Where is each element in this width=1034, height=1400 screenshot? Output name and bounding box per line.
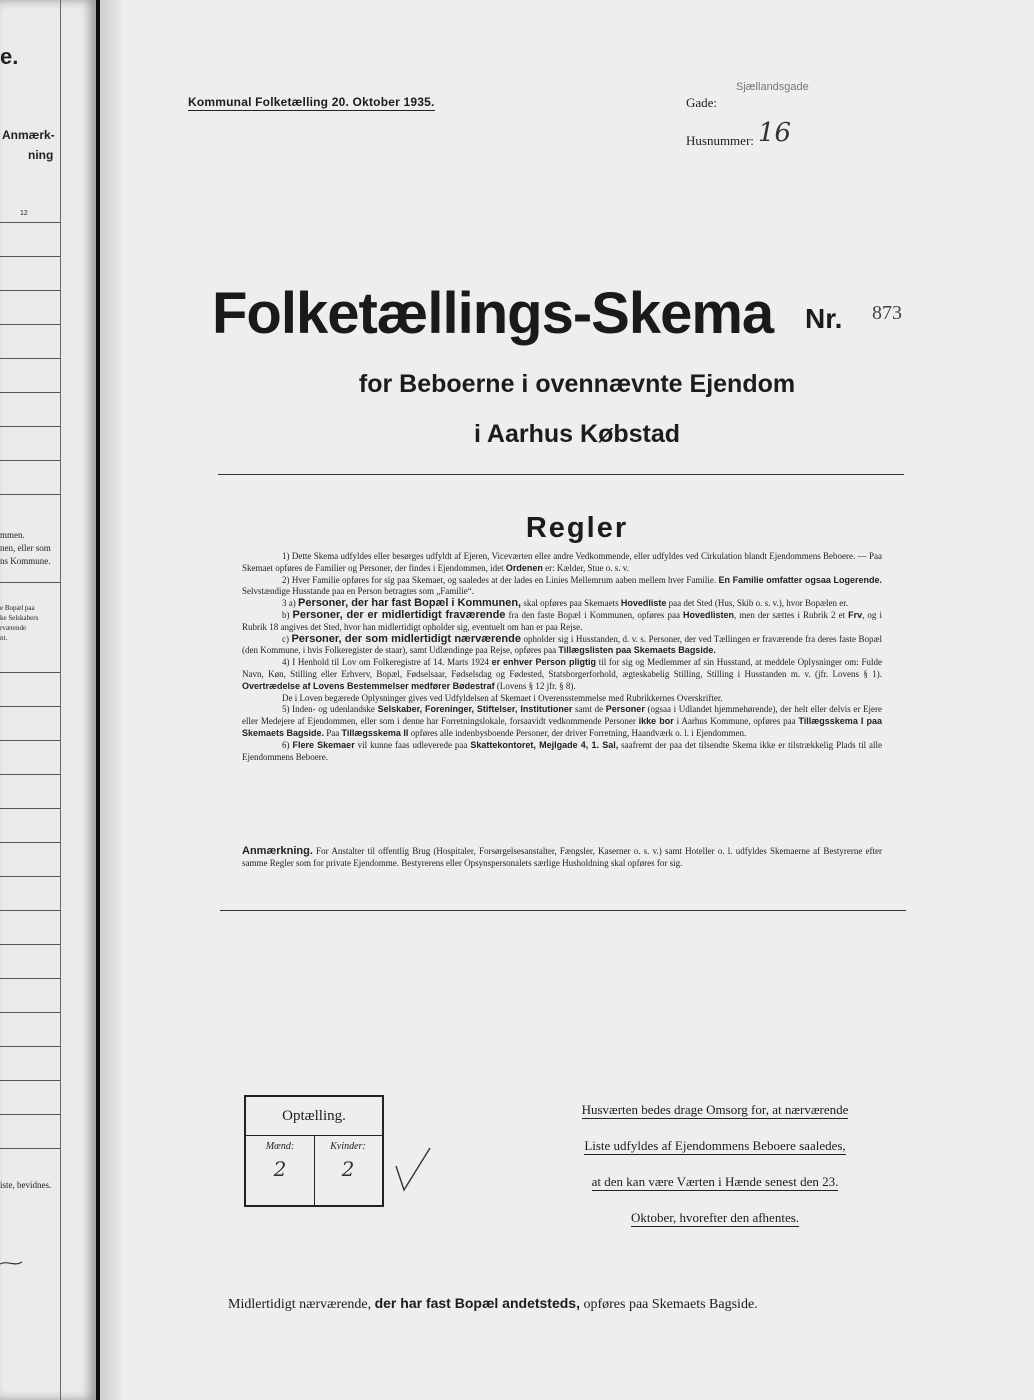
instruction-line-text: Liste udfyldes af Ejendommens Beboere saaledes, [584,1138,846,1153]
left-page-rule [0,672,60,673]
rule-6-bold2: Skattekontoret, Mejlgade 4, 1. Sal, [470,739,619,750]
rule-3c-bold2: Tillægslisten paa Skemaets Bagside. [558,645,716,656]
left-page-frag1-line: nen, eller som [0,543,51,553]
left-page-frag3: iste, bevidnes. [0,1180,52,1190]
husnummer-label: Husnummer: [686,133,754,148]
footer-note [228,1295,758,1313]
left-page-fragment [0,0,96,1400]
instruction-line-text: Oktober, hvorefter den afhentes. [630,1210,800,1225]
rule-3b-end: , og i Rubrik 18 angives det Sted, hvor han midlertidigt opholder sig, eventuelt om han er paa Rejse. [242,609,882,632]
left-page-rule [0,1012,60,1013]
census-form-page [100,0,1034,1400]
instruction-line-text: at den kan være Værten i Hænde senest den 23. [591,1174,839,1189]
rule-3b-mid2: , men der sættes i Rubrik 2 et [734,609,849,620]
rule-5 [242,704,882,739]
left-page-rule [0,740,60,741]
rules-text [242,551,882,763]
count-men-column [246,1135,315,1205]
left-page-frag1-line: mmen. [0,530,25,540]
rule-2 [242,575,882,599]
form-number-label: Nr. [805,303,843,334]
left-page-rule [0,460,60,461]
divider-bottom [220,910,906,911]
left-page-heading-line1: Anmærk- [2,128,55,142]
remark-paragraph [242,846,882,870]
count-men-label: Mænd: [265,1141,295,1152]
rule-4-bold: er enhver Person pligtig [491,657,596,668]
rule-1-end: er: Kælder, Stue o. s. v. [542,562,629,573]
count-women-value: 2 [341,1157,355,1181]
left-page-rule [0,392,60,393]
left-page-col-number: 12 [20,210,28,217]
rule-6 [242,740,882,764]
rule-6-end: saafremt der paa det tilsendte Skema ikke er tilstrækkelig Plads til alle Ejendommens Beboere. [242,739,883,762]
rules-heading: Regler [525,512,629,544]
footer-post: opføres paa Skemaets Bagside. [579,1297,758,1312]
gade-value: Sjællandsgade [736,81,809,93]
instruction-line [545,1102,885,1118]
rule-2-text: 2) Hver Familie opføres for sig paa Skemaet, og saaledes at der lades en Linies Mellemrum aaben mellem hver Familie. [282,574,719,585]
rule-5-mid2: (ogsaa i Udlandet hjemmehørende), der helt eller delvis er Ejere eller Medejere af Ejendommen, eller som i denne har Forretningslokale, forsaavidt vedkommende Personer [242,704,882,727]
left-page-rule [0,1114,60,1115]
footer-pre: Midlertidigt nærværende, [228,1297,375,1312]
left-page-column-line [60,0,61,1400]
left-page-rule [0,358,60,359]
count-women-column [314,1135,382,1205]
left-page-rule [0,222,60,223]
left-page-frag1-line: ns Kommune. [0,556,51,566]
rule-3a-mid: skal opføres paa Skemaets [521,598,621,609]
instruction-line [545,1174,885,1190]
rule-4-continued: De i Loven begærede Oplysninger gives ved Udfyldelsen af Skemaet i Overensstemmelse med Rubrikkernes Overskrifter. [282,692,723,703]
rule-3a-bold: Personer, der har fast Bopæl i Kommunen, [298,597,522,610]
left-page-frag2-line: nt. [0,634,8,642]
form-number-value: 873 [872,302,902,324]
rule-1-bold: Ordenen [505,562,543,573]
rule-4 [242,657,882,692]
rule-1 [242,551,882,575]
rule-4-text: 4) I Henhold til Lov om Folkeregistre af 14. Marts 1924 [282,657,492,668]
rule-3a-end: paa det Sted (Hus, Skib o. s. v.), hvor Bopælen er. [666,598,849,609]
rule-1-text: 1) Dette Skema udfyldes eller besørges udfyldt af Ejeren, Viceværten eller andre Vedkommende, eller udfyldes ved Cirkulation blandt Ejendommens Beboere. — Paa Skemaet opføres de Familier og Personer, der findes i Ejendommen, idet [242,551,882,573]
rule-5-bold2: Personer [605,704,645,715]
rule-5-mid3: i Aarhus Kommune, opføres paa [673,716,799,727]
gade-label: Gade: [686,95,718,110]
left-page-top-fragment: e. [0,44,19,69]
rule-4-mid: til for sig og Medlemmer af sin Husstand, at meddele Oplysninger om: Fulde Navn, Køn, Stilling eller Erhverv, Bopæl, Fødselsaar, Fødselsdag og Fødested, Statsborgerforhold, ægteskabelig Stilling, Stilling i Husstanden m. v. (jfr. Lovens § 1). [242,657,882,679]
page-edge-shadow [100,0,122,1400]
left-page-rule [0,842,60,843]
husnummer-value: 16 [758,118,792,148]
left-page-rule [0,876,60,877]
rule-3b-bold3: Frv [848,609,863,620]
rule-3b-prefix: b) [282,609,293,620]
left-page-rule [0,910,60,911]
instruction-line [545,1210,885,1226]
rule-3b-bold: Personer, der er midlertidigt fraværende [292,608,506,621]
divider-top [218,474,904,475]
left-page-rule [0,944,60,945]
rule-5-bold5: Tillægsskema II [341,727,409,738]
count-women-label: Kvinder: [330,1141,366,1152]
left-page-rule [0,256,60,257]
count-men-value: 2 [273,1157,287,1181]
rule-6-text: 6) [282,739,293,750]
rule-3a-prefix: 3 a) [282,598,298,609]
rule-6-bold: Flere Skemaer [292,739,355,750]
count-box [244,1095,384,1207]
rule-3b-mid: fra den faste Bopæl i Kommunen, opføres paa [505,609,684,620]
census-title: Kommunal Folketælling 20. Oktober 1935. [188,95,435,109]
footer-bold: der har fast Bopæl andetsteds, [374,1295,580,1311]
left-page-rule [0,808,60,809]
left-page-rule [0,582,60,583]
rule-5-bold: Selskaber, Foreninger, Stiftelser, Institutioner [377,704,573,715]
instruction-line-text: Husværten bedes drage Omsorg for, at nærværende [581,1102,849,1117]
left-page-rule [0,1046,60,1047]
left-page-signature-stroke [0,1255,30,1269]
form-subtitle-line1: for Beboerne i ovennævnte Ejendom [358,370,796,398]
remark-text: For Anstalter til offentlig Brug (Hospitaler, Forsørgelsesanstalter, Fængsler, Kaserner o. s. v.) samt Hoteller o. l. udfyldes Skemaerne af Bestyrerne efter samme Regler som for private Ejendomme. Bestyrerens eller Opsynspersonalets særlige Husholdning skal opføres for sig. [242,846,882,868]
rule-3c-bold: Personer, der som midlertidigt nærværende [291,632,521,645]
left-page-frag2-line: e Bopæl paa [0,604,35,612]
rule-5-end: opføres alle indenbysboende Personer, der driver Forretning, Haandværk o. l. i Ejendommen. [408,727,747,738]
rule-3b [242,610,882,634]
rule-4-end: (Lovens § 12 jfr. § 8). [494,680,576,691]
left-page-heading-line2: ning [28,148,54,162]
rule-3a-bold2: Hovedliste [620,598,667,609]
left-page-rule [0,706,60,707]
count-title: Optælling. [246,1097,382,1136]
rule-5-mid: samt de [572,704,606,715]
left-page-rule [0,324,60,325]
rule-3c [242,634,882,658]
form-title: Folketællings-Skema [212,281,774,346]
left-page-rule [0,978,60,979]
rule-5-mid4: Paa [324,727,342,738]
rule-6-mid: vil kunne faas udleverede paa [354,739,471,750]
rule-3c-prefix: c) [282,633,292,644]
left-page-frag2-line: rværende [0,624,27,632]
left-page-frag2-line: ke Selskabers [0,614,39,622]
checkmark-icon [394,1146,434,1196]
rule-3c-mid: opholder sig i Husstanden, d. v. s. Personer, der ved Tællingen er fraværende fra deres faste Bopæl (den Kommune, i hvis Folkeregister de staar), samt Udlændinge paa Rejse, opføres paa [242,633,882,656]
remark-heading: Anmærkning. [242,845,313,857]
left-page-rule [0,1080,60,1081]
left-page-rule [0,494,60,495]
form-subtitle-line2: i Aarhus Købstad [473,420,681,448]
left-page-rule [0,290,60,291]
instruction-line [545,1138,885,1154]
rule-2-end: Selvstændige Husstande paa en Person betragtes som „Familie“. [242,586,474,597]
left-page-rule [0,1148,60,1149]
rule-5-text: 5) Inden- og udenlandske [282,704,378,715]
rule-4-bold2: Overtrædelse af Lovens Bestemmelser medfører Bødestraf [242,680,495,691]
rule-5-bold3: ikke bor [638,716,674,727]
rule-2-bold: En Familie omfatter ogsaa Logerende. [718,574,882,585]
rule-3b-bold2: Hovedlisten [683,609,735,620]
rule-5-bold4: Tillægsskema I paa Skemaets Bagside. [242,716,882,738]
left-page-rule [0,426,60,427]
left-page-rule [0,774,60,775]
